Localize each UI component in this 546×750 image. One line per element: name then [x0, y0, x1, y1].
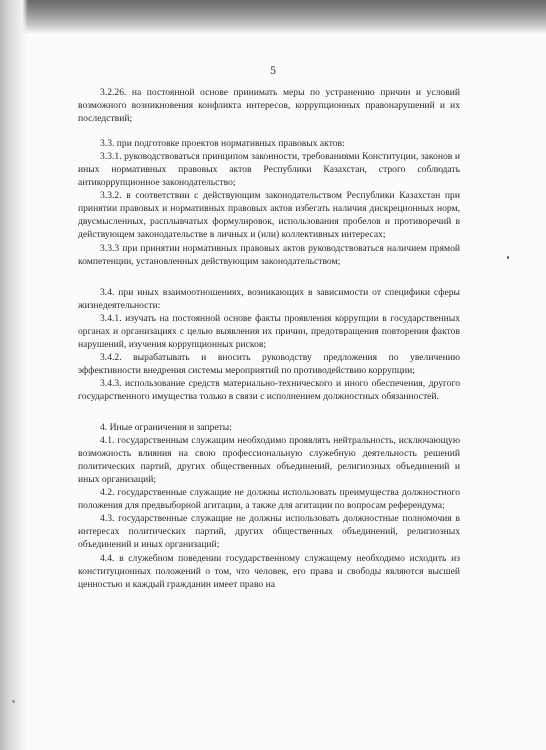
paragraph-3-3: 3.3. при подготовке проектов нормативных правовых актов: [100, 138, 345, 150]
scan-speck [507, 256, 509, 259]
paragraph-3-4-3: 3.4.3. использование средств материально-технического и иного обеспечения, другого государственного имущества только в связи с исполнением должностных обязанностей. [78, 377, 460, 402]
page-number: 5 [269, 66, 277, 77]
scan-speck [12, 700, 15, 703]
paragraph-3-3-3: 3.3.3 при принятии нормативных правовых актов руководствоваться наличием прямой компетенции, установленных действующим законодательством; [78, 242, 460, 267]
paragraph-3-3-1: 3.3.1. руководствоваться принципом законности, требованиями Конституции, законов и иных нормативных правовых актов Республики Казахстан, строго соблюдать антикоррупционное законодательство; [78, 151, 460, 189]
paragraph-3-3-2: 3.3.2. в соответствии с действующим законодательством Республики Казахстан при принятии правовых и нормативных правовых актов избегать наличия дискреционных норм, двусмысленных, расплывчатых формулировок, использования пробелов и противоречий в действующем законодательстве в личных и (или) коллективных интересах; [78, 190, 460, 241]
paragraph-4-3: 4.3. государственные служащие не должны использовать должностные полномочия в интересах политических партий, других общественных объединений, религиозных объединений и иных организаций; [78, 513, 460, 551]
paragraph-4-2: 4.2. государственные служащие не должны использовать преимущества должностного положения для предвыборной агитации, а также для агитации по вопросам референдума; [78, 487, 460, 512]
paragraph-3-2-26: 3.2.26. на постоянной основе принимать меры по устранению причин и условий возможного возникновения конфликта интересов, коррупционных правонарушений и их последствий; [78, 87, 460, 125]
paragraph-3-4-1: 3.4.1. изучать на постоянной основе факты проявления коррупции в государственных органах и организациях с целью выявления их причин, предотвращения повторения фактов нарушений, изучения коррупционных рисков; [78, 312, 460, 350]
paragraph-3-4: 3.4. при иных взаимоотношениях, возникающих в зависимости от специфики сферы жизнедеятельности: [78, 286, 460, 311]
paragraph-3-4-2: 3.4.2. вырабатывать и вносить руководству предложения по увеличению эффективности внедрения системы мероприятий по противодействию коррупции; [78, 351, 460, 376]
scan-top-shadow [0, 0, 546, 34]
paragraph-4-1: 4.1. государственным служащим необходимо проявлять нейтральность, исключающую возможность влияния на свою профессиональную служебную деятельность решений политических партий, других общественных объединений, религиозных объединений и иных организаций; [78, 435, 460, 486]
document-body [78, 86, 460, 591]
paragraph-4-4: 4.4. в служебном поведении государственному служащему необходимо исходить из конституционных положений о том, что человек, его права и свободы являются высшей ценностью и каждый гражданин имеет право на [78, 552, 460, 590]
scan-left-edge [0, 0, 28, 750]
section-4-heading: 4. Иные ограничения и запреты: [100, 422, 232, 434]
